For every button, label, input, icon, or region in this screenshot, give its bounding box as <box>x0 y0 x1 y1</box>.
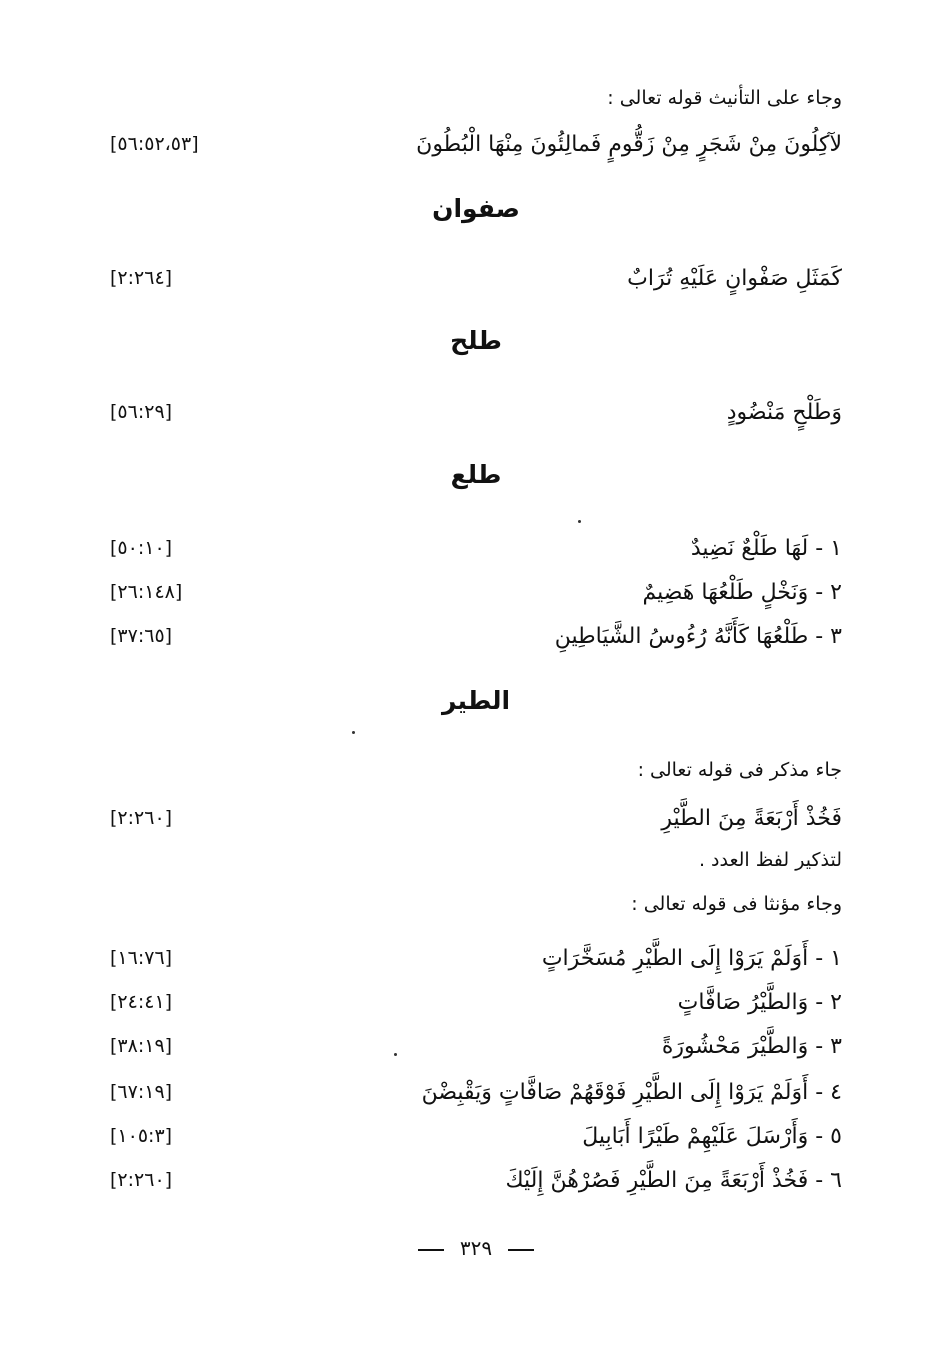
intro-masculine-line <box>110 750 842 790</box>
verse-text: ٦ - فَخُذْ أَرْبَعَةً مِنَ الطَّيْرِ فَصُرْهُنَّ إِلَيْكَ <box>505 1167 842 1193</box>
verse-reference: [١٦:٧٦] <box>110 947 173 969</box>
verse-text: لآكِلُونَ مِنْ شَجَرٍ مِنْ زَقُّومٍ فَمالِئُونَ مِنْهَا الْبُطُونَ <box>416 131 842 157</box>
verse-reference: [٢:٢٦٠] <box>110 1169 173 1191</box>
page-number-footer <box>0 1236 952 1260</box>
verse-reference: [٣٧:٦٥] <box>110 625 173 647</box>
verse-line-zaqqum <box>110 124 842 164</box>
verse-text: ٣ - طَلْعُهَا كَأَنَّهُ رُءُوسُ الشَّيَاطِينِ <box>554 623 842 649</box>
scan-speck <box>578 520 581 523</box>
section-heading-tayr: الطير <box>441 686 511 715</box>
page-number: ٣٢٩ <box>459 1236 493 1260</box>
section-heading-safwan: صفوان <box>432 194 520 223</box>
verse-reference: [١٠٥:٣] <box>110 1125 173 1147</box>
verse-line-talh <box>110 392 842 432</box>
note-text: لتذكير لفظ العدد . <box>698 849 842 871</box>
scan-speck <box>394 1053 397 1056</box>
verse-reference: [٢٦:١٤٨] <box>110 581 183 603</box>
verse-text: ١ - لَهَا طَلْعٌ نَضِيدٌ <box>690 535 842 561</box>
intro-feminine-text: وجاء على التأنيث قوله تعالى : <box>607 87 842 109</box>
verse-line-arbaa <box>110 798 842 838</box>
verse-reference: [٦٧:١٩] <box>110 1081 173 1103</box>
verse-text: ٤ - أَوَلَمْ يَرَوْا إِلَى الطَّيْرِ فَوْقَهُمْ صَافَّاتٍ وَيَقْبِضْنَ <box>421 1079 842 1105</box>
verse-reference: [٣٨:١٩] <box>110 1035 173 1057</box>
verse-text: ٢ - وَنَخْلٍ طَلْعُهَا هَضِيمٌ <box>642 579 842 605</box>
intro-feminine-line <box>110 78 842 118</box>
verse-reference: [٥٦:٥٢،٥٣] <box>110 133 199 155</box>
footer-dash-right <box>508 1249 534 1251</box>
note-line <box>110 840 842 880</box>
verse-text: ٥ - وَأَرْسَلَ عَلَيْهِمْ طَيْرًا أَبَابِيلَ <box>582 1123 842 1149</box>
list-item <box>110 1026 842 1066</box>
verse-reference: [٢:٢٦٤] <box>110 267 173 289</box>
verse-reference: [٢:٢٦٠] <box>110 807 173 829</box>
list-item <box>110 938 842 978</box>
section-heading-tal: طلع <box>450 460 502 489</box>
verse-line-safwan <box>110 258 842 298</box>
verse-reference: [٥٦:٢٩] <box>110 401 173 423</box>
verse-text: وَطَلْحٍ مَنْضُودٍ <box>726 399 842 425</box>
scan-speck <box>352 731 355 734</box>
verse-text: فَخُذْ أَرْبَعَةً مِنَ الطَّيْرِ <box>661 805 842 831</box>
verse-text: ٢ - وَالطَّيْرُ صَافَّاتٍ <box>677 989 842 1015</box>
list-item <box>110 1160 842 1200</box>
section-heading-talh: طلح <box>450 326 502 355</box>
list-item <box>110 616 842 656</box>
list-item <box>110 982 842 1022</box>
list-item <box>110 572 842 612</box>
footer-dash-left <box>418 1249 444 1251</box>
verse-reference: [٥٠:١٠] <box>110 537 173 559</box>
verse-reference: [٢٤:٤١] <box>110 991 173 1013</box>
verse-text: ١ - أَوَلَمْ يَرَوْا إِلَى الطَّيْرِ مُسَخَّرَاتٍ <box>541 945 842 971</box>
intro-masculine-text: جاء مذكر فى قوله تعالى : <box>637 759 842 781</box>
verse-text: ٣ - وَالطَّيْرَ مَحْشُورَةً <box>661 1033 842 1059</box>
list-item <box>110 1116 842 1156</box>
list-item <box>110 1072 842 1112</box>
verse-text: كَمَثَلِ صَفْوانٍ عَلَيْهِ تُرَابٌ <box>627 265 842 291</box>
intro-feminine-text: وجاء مؤنثا فى قوله تعالى : <box>631 893 842 915</box>
intro-feminine-line <box>110 884 842 924</box>
list-item <box>110 528 842 568</box>
